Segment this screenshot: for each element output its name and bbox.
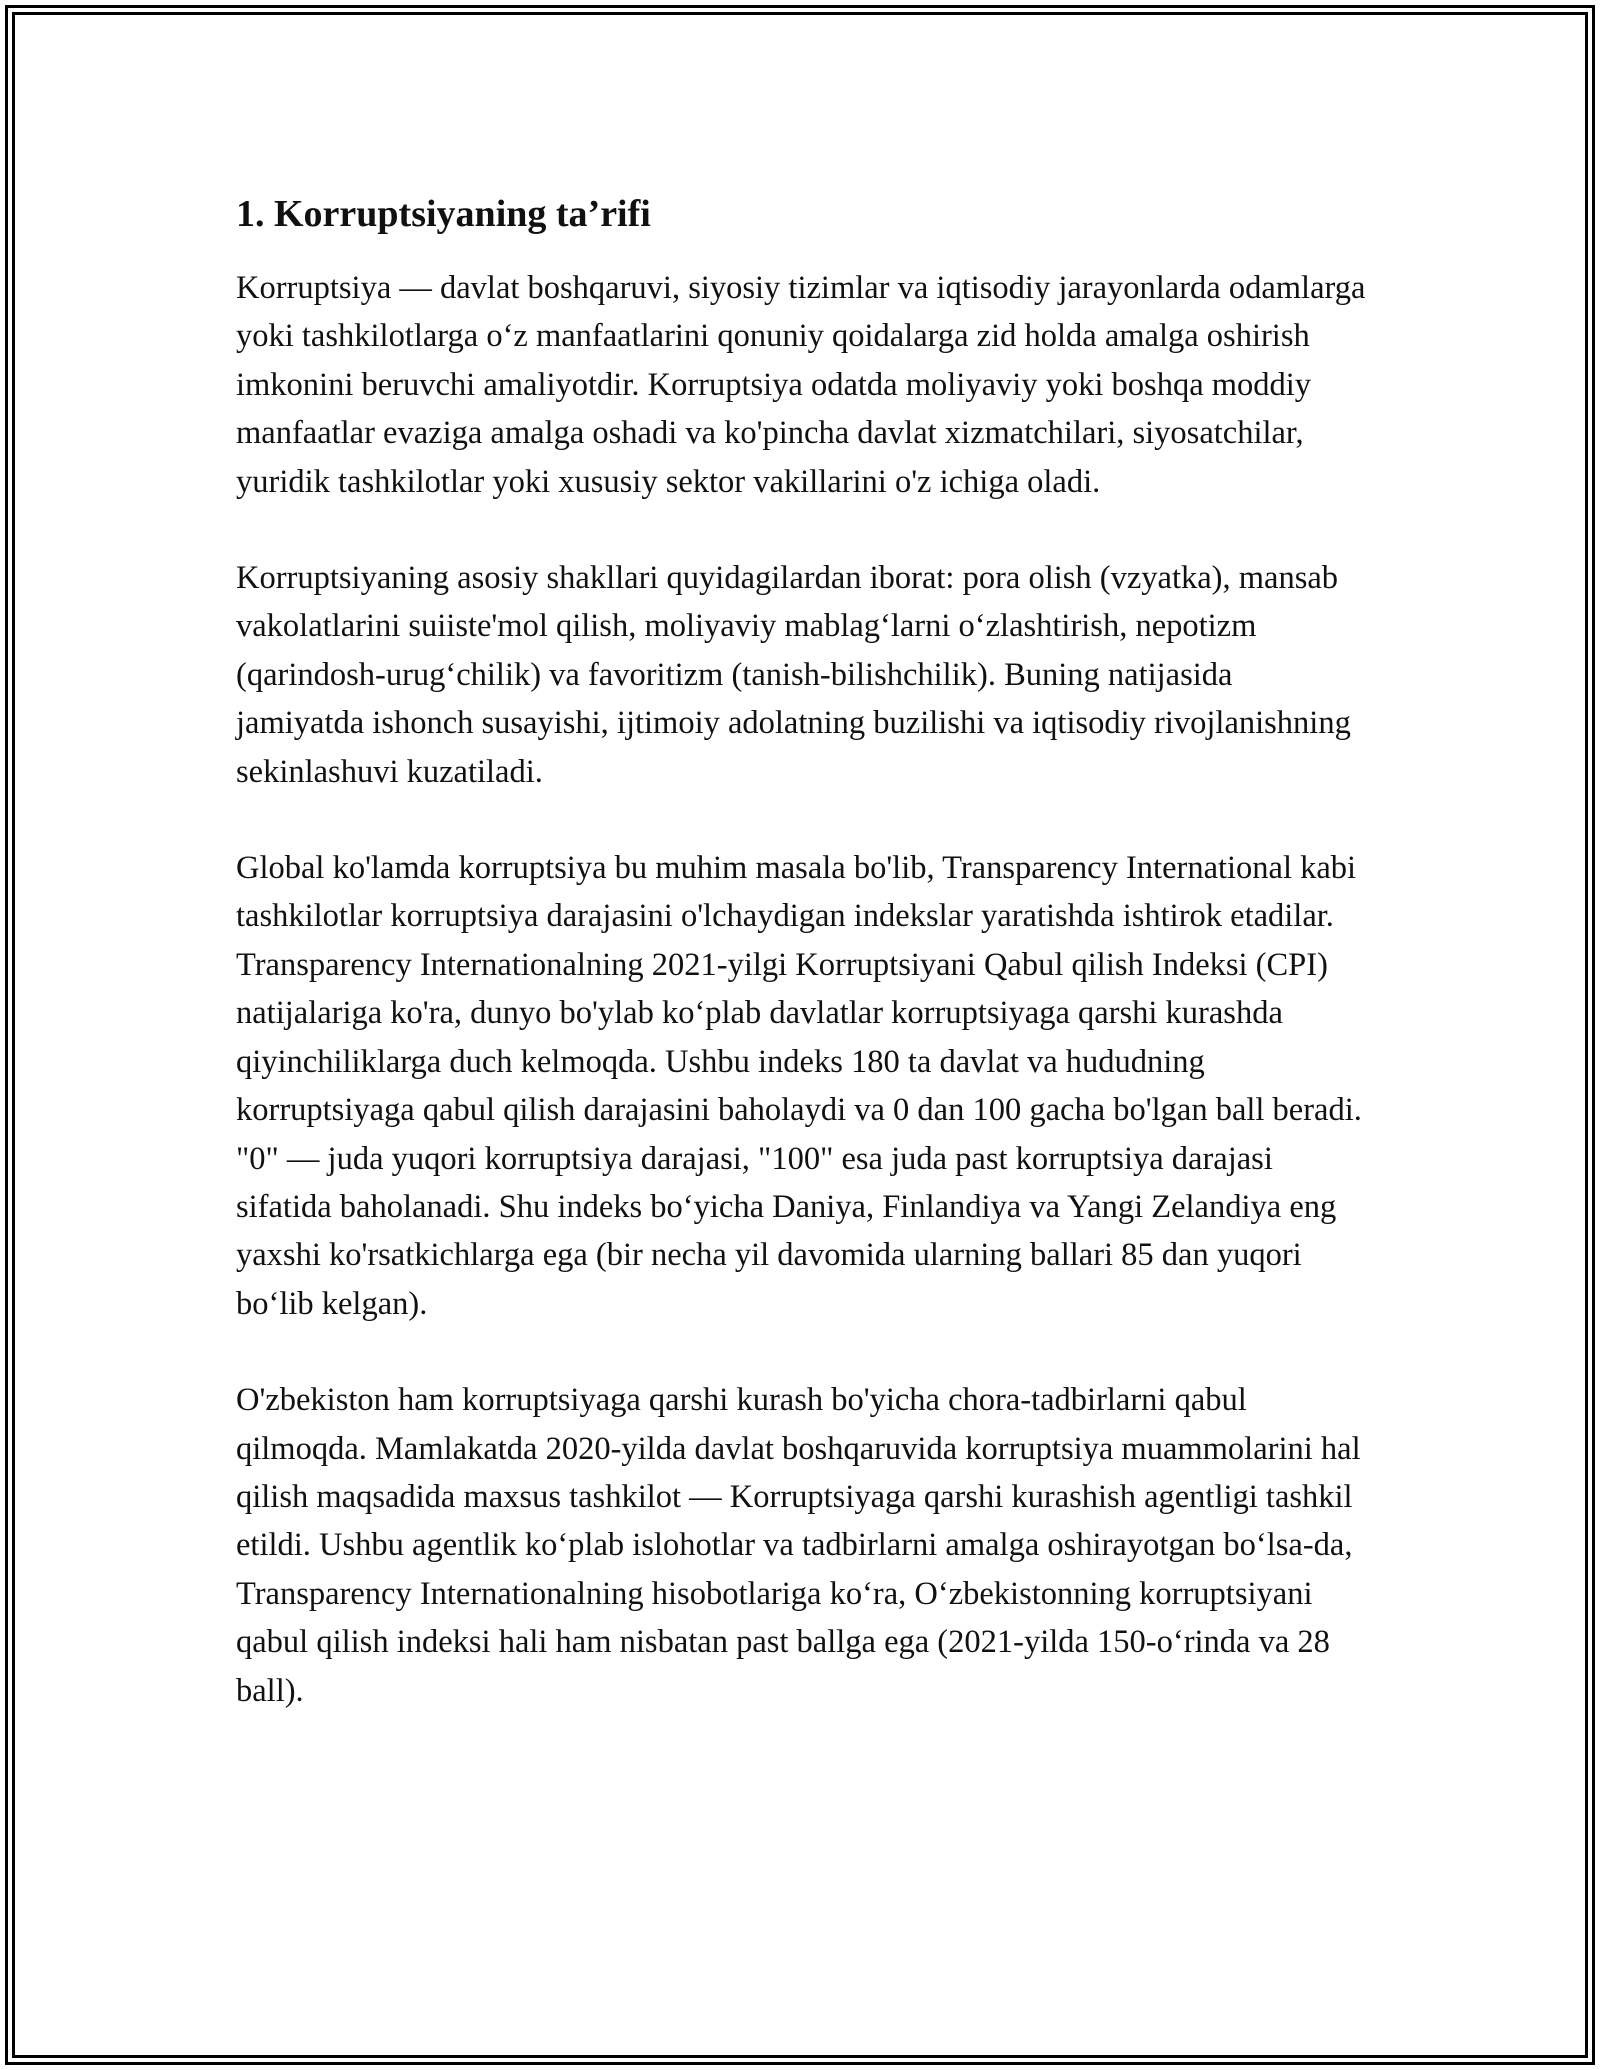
section-heading: 1. Korruptsiyaning ta’rifi: [236, 193, 651, 235]
paragraph-definition: Korruptsiya — davlat boshqaruvi, siyosiy tizimlar va iqtisodiy jarayonlarda odamlarga yoki tashkilotlarga o‘z manfaatlarini qonuniy qoidalarga zid holda amalga oshirish imkonini beruvchi amaliyotdir. Korruptsiya odatda moliyaviy yoki boshqa moddiy manfaatlar evaziga amalga oshadi va ko'pincha davlat xizmatchilari, siyosatchilar, yuridik tashkilotlar yoki xususiy sektor vakillarini o'z ichiga oladi.: [236, 270, 1366, 500]
document-body: [236, 188, 1366, 1763]
paragraph-global: Global ko'lamda korruptsiya bu muhim masala bo'lib, Transparency International kabi tashkilotlar korruptsiya darajasini o'lchaydigan indekslar yaratishda ishtirok etadilar. Transparency Internationalning 2021-yilgi Korruptsiyani Qabul qilish Indeksi (CPI) natijalariga ko'ra, dunyo bo'ylab ko‘plab davlatlar korruptsiyaga qarshi kurashda qiyinchiliklarga duch kelmoqda. Ushbu indeks 180 ta davlat va hududning korruptsiyaga qabul qilish darajasini baholaydi va 0 dan 100 gacha bo'lgan ball beradi. "0" — juda yuqori korruptsiya darajasi, "100" esa juda past korruptsiya darajasi sifatida baholanadi. Shu indeks bo‘yicha Daniya, Finlandiya va Yangi Zelandiya eng yaxshi ko'rsatkichlarga ega (bir necha yil davomida ularning ballari 85 dan yuqori bo‘lib kelgan).: [236, 850, 1362, 1322]
paragraph-forms: Korruptsiyaning asosiy shakllari quyidagilardan iborat: pora olish (vzyatka), mansab vakolatlarini suiiste'mol qilish, moliyaviy mablag‘larni o‘zlashtirish, nepotizm (qarindosh-urug‘chilik) va favoritizm (tanish-bilishchilik). Buning natijasida jamiyatda ishonch susayishi, ijtimoiy adolatning buzilishi va iqtisodiy rivojlanishning sekinlashuvi kuzatiladi.: [236, 560, 1351, 790]
paragraph-uzbekistan: O'zbekiston ham korruptsiyaga qarshi kurash bo'yicha chora-tadbirlarni qabul qilmoqda. Mamlakatda 2020-yilda davlat boshqaruvida korruptsiya muammolarini hal qilish maqsadida maxsus tashkilot — Korruptsiyaga qarshi kurashish agentligi tashkil etildi. Ushbu agentlik ko‘plab islohotlar va tadbirlarni amalga oshirayotgan bo‘lsa-da, Transparency Internationalning hisobotlariga ko‘ra, O‘zbekistonning korruptsiyani qabul qilish indeksi hali ham nisbatan past ballga ega (2021-yilda 150-o‘rinda va 28 ball).: [236, 1382, 1361, 1709]
